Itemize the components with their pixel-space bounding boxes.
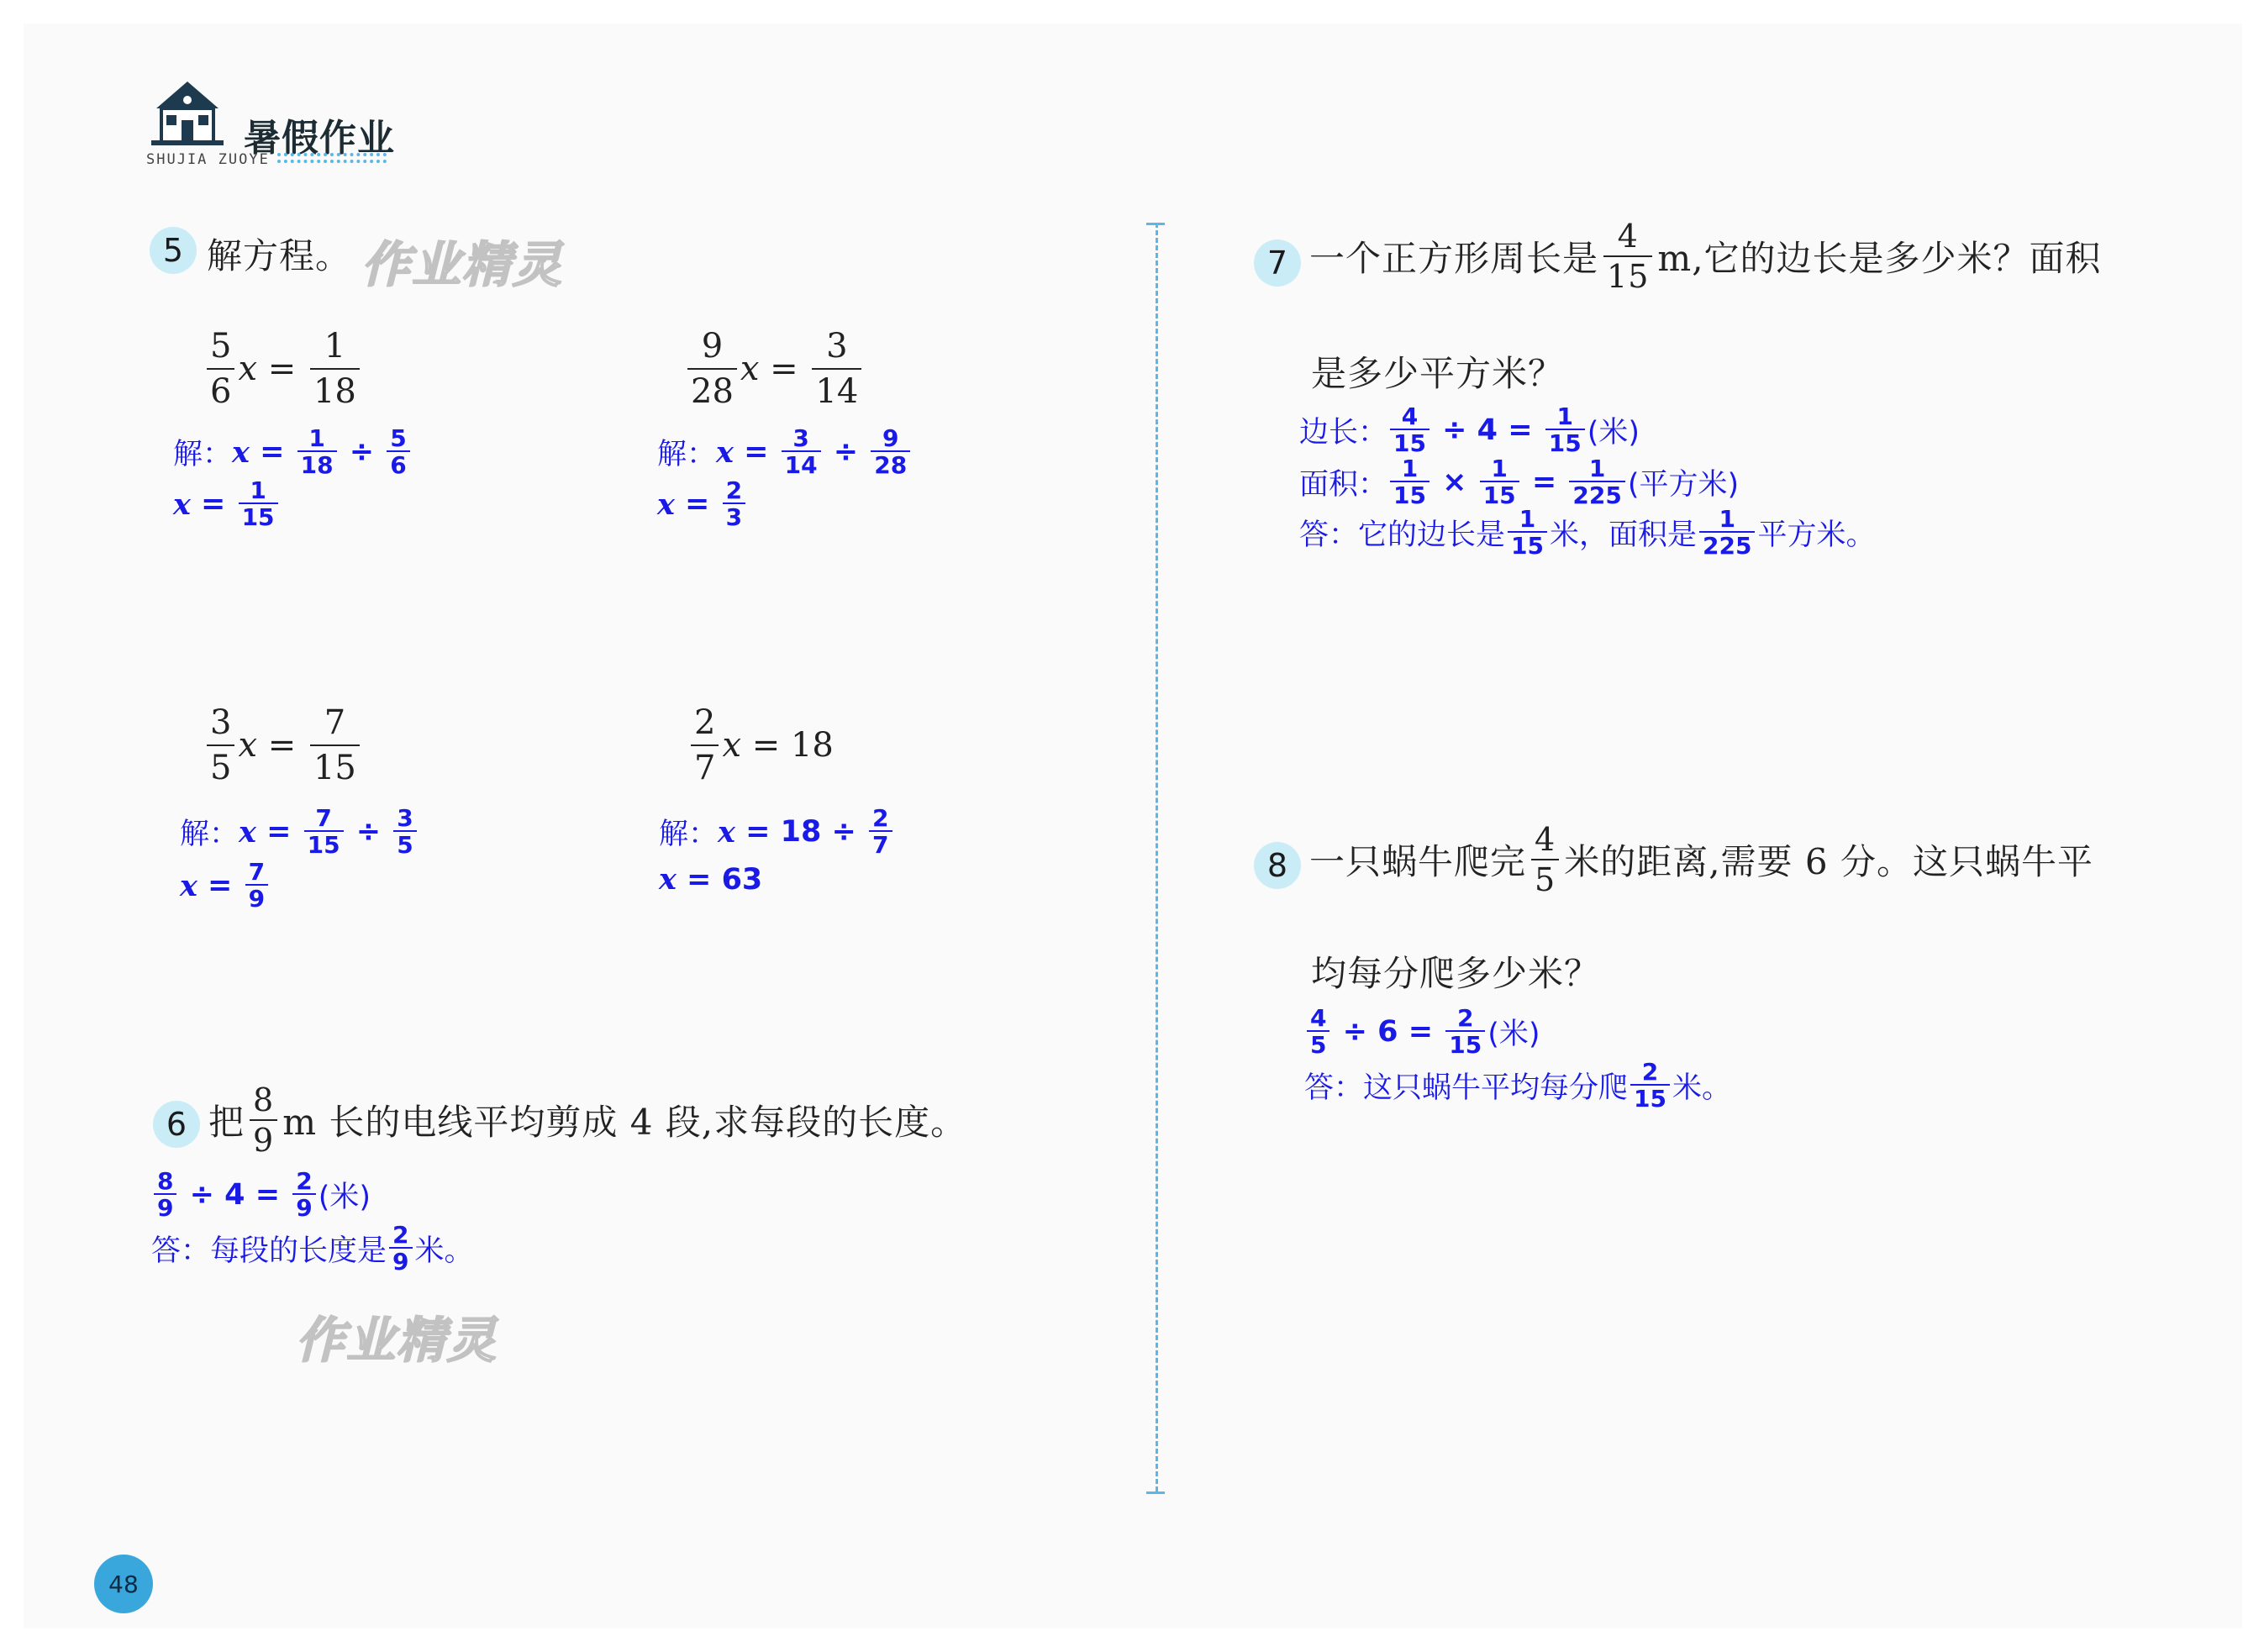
equation: $\frac{5}{6}$ x = $\frac{1}{18}$ bbox=[203, 329, 363, 408]
question-prompt: 把 $\frac{8}{9}$ m 长的电线平均剪成 4 段,求每段的长度。 bbox=[208, 1081, 967, 1159]
watermark: 作业精灵 bbox=[361, 236, 564, 293]
solution-step: 解： x = $\frac{1}{18}$ ÷ $\frac{5}{6}$ bbox=[173, 427, 413, 477]
answer-sentence: 答：它的边长是 $\frac{1}{15}$ 米，面积是 $\frac{1}{225}$ 平方米。 bbox=[1299, 505, 1876, 560]
header-title: 暑假作业 bbox=[244, 117, 395, 160]
calculation: $\frac{8}{9}$ ÷ 4 = $\frac{2}{9}$ (米) bbox=[151, 1170, 371, 1220]
solution-result: x = $\frac{2}{3}$ bbox=[657, 479, 748, 529]
header-pinyin: SHUJIA ZUOYE bbox=[146, 151, 270, 168]
watermark: 作业精灵 bbox=[296, 1312, 498, 1369]
solution-step: 解： x = 18 ÷ $\frac{2}{7}$ bbox=[659, 807, 895, 857]
question-number-badge: 8 bbox=[1254, 842, 1301, 889]
solution-step: 解： x = $\frac{7}{15}$ ÷ $\frac{3}{5}$ bbox=[180, 807, 419, 857]
solution-result: x = $\frac{1}{15}$ bbox=[173, 479, 281, 529]
question-prompt: 解方程。 bbox=[207, 235, 352, 276]
header-decoration bbox=[277, 160, 387, 163]
equation: $\frac{2}{7}$ x = 18 bbox=[687, 706, 834, 785]
answer-sentence: 答：每段的长度是 $\frac{2}{9}$ 米。 bbox=[151, 1221, 474, 1276]
page-number: 48 bbox=[94, 1555, 153, 1613]
answer-sentence: 答：这只蜗牛平均每分爬 $\frac{2}{15}$ 米。 bbox=[1304, 1058, 1731, 1113]
solution-step: 解： x = $\frac{3}{14}$ ÷ $\frac{9}{28}$ bbox=[657, 427, 913, 477]
equation: $\frac{3}{5}$ x = $\frac{7}{15}$ bbox=[203, 706, 363, 785]
question-number-badge: 6 bbox=[153, 1101, 200, 1148]
column-divider bbox=[1156, 223, 1158, 1492]
header-decoration bbox=[277, 153, 387, 156]
solution-result: x = $\frac{7}{9}$ bbox=[180, 860, 271, 911]
question-prompt: 一只蜗牛爬完 $\frac{4}{5}$ 米的距离,需要 6 分。这只蜗牛平 bbox=[1309, 821, 2093, 898]
area-calculation: 面积： $\frac{1}{15}$ × $\frac{1}{15}$ = $\frac{1}{225}$ (平方米) bbox=[1299, 455, 1740, 509]
question-prompt-line2: 均每分爬多少米？ bbox=[1311, 953, 1601, 994]
school-building-icon bbox=[150, 80, 225, 147]
question-number-badge: 5 bbox=[150, 227, 197, 274]
calculation: $\frac{4}{5}$ ÷ 6 = $\frac{2}{15}$ (米) bbox=[1304, 1007, 1540, 1057]
solution-result: x = 63 bbox=[659, 862, 763, 897]
question-prompt-line2: 是多少平方米？ bbox=[1311, 353, 1565, 394]
question-number-badge: 7 bbox=[1254, 239, 1301, 287]
divider-cap-bottom bbox=[1146, 1492, 1165, 1494]
equation: $\frac{9}{28}$ x = $\frac{3}{14}$ bbox=[684, 329, 865, 408]
question-prompt: 一个正方形周长是 $\frac{4}{15}$ m,它的边长是多少米？面积 bbox=[1309, 218, 2102, 295]
side-calculation: 边长： $\frac{4}{15}$ ÷ 4 = $\frac{1}{15}$ (米) bbox=[1299, 402, 1640, 457]
